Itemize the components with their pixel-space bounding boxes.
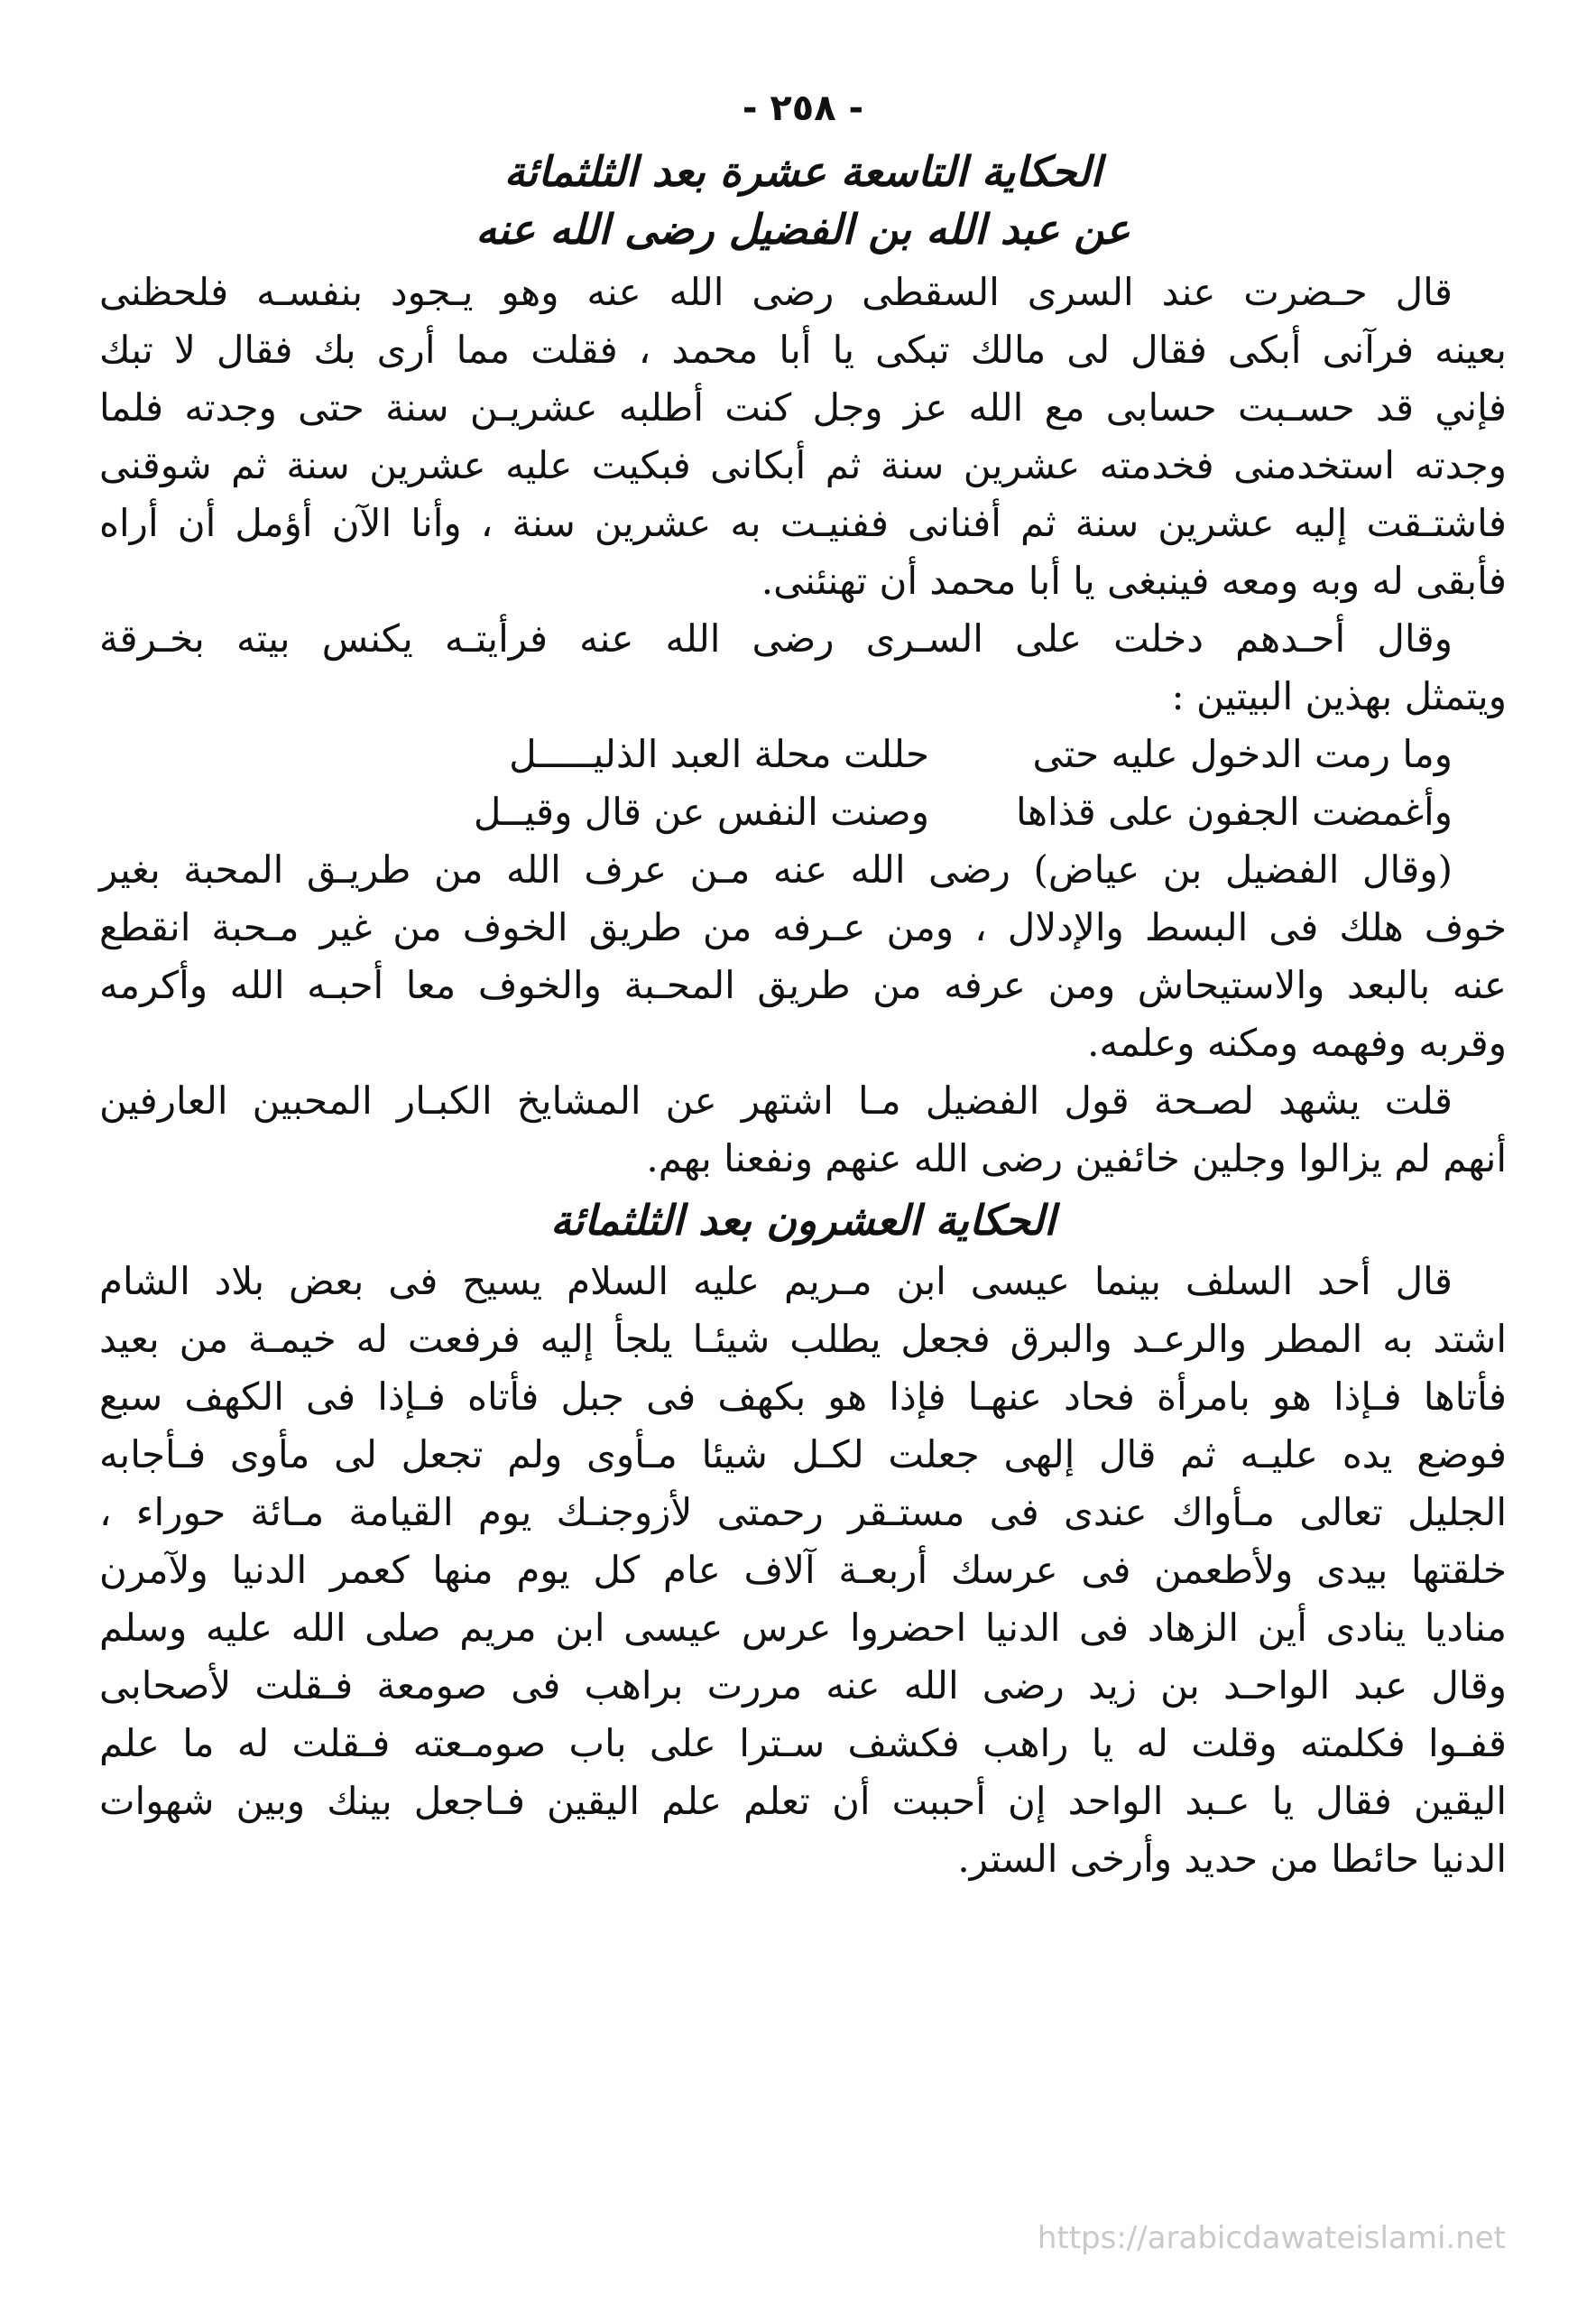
story-20-title: الحكاية العشرون بعد الثلثمائة bbox=[550, 1196, 1056, 1245]
story-19-paragraph-1 bbox=[99, 264, 1507, 610]
text-line: بعينه فرآنى أبكى فقال لى مالك تبكى يا أبا محمد ، فقلت مما أرى بك فقال لا تبك bbox=[99, 328, 1507, 372]
text-line: وقربه وفهمه ومكنه وعلمه. bbox=[1087, 1021, 1507, 1065]
text-line: فإني قد حسـبت حسابى مع الله عز وجل كنت أطلبه عشريـن سنة حتى وجدته فلما bbox=[99, 385, 1507, 430]
text-line: الجليل تعالى مـأواك عندى فى مستـقر رحمتى لأزوجنـك يوم القيامة مـائة حوراء ، bbox=[99, 1490, 1507, 1534]
text-line: فأتاها فـإذا هو بامرأة فحاد عنهـا فإذا هو بكهف فى جبل فأتاه فـإذا فى الكهف سبع bbox=[99, 1374, 1507, 1419]
story-20-paragraph-1 bbox=[99, 1253, 1507, 1657]
text-line: اشتد به المطر والرعـد والبرق فجعل يطلب شيئـا يلجأ إليه فرفعت له خيمـة من بعيد bbox=[99, 1317, 1507, 1361]
verse-first-hemistich: وما رمت الدخول عليه حتى bbox=[1032, 732, 1453, 776]
poem-verse bbox=[99, 726, 1507, 783]
poem-verses bbox=[99, 726, 1507, 841]
text-line: فاشتـقت إليه عشرين سنة ثم أفنانى ففنيـت به عشرين سنة ، وأنا الآن أؤمل أن أراه bbox=[99, 501, 1507, 545]
text-line: الدنيا حائطا من حديد وأرخى الستر. bbox=[957, 1837, 1507, 1881]
text-line: قلت يشهد لصـحة قول الفضيل مـا اشتهر عن المشايخ الكبـار المحبين العارفين bbox=[99, 1078, 1453, 1123]
text-line: وقال أحـدهم دخلت على السـرى رضى الله عنه فرأيتـه يكنس بيته بخـرقة bbox=[99, 616, 1453, 661]
text-line: وقال عبد الواحـد بن زيد رضى الله عنه مررت براهب فى صومعة فـقلت لأصحابى bbox=[99, 1663, 1507, 1708]
text-line: خلقتها بيدى ولأطعمن فى عرسك أربعـة آلاف عام كل يوم منها كعمر الدنيا ولآمرن bbox=[99, 1548, 1507, 1592]
document-page bbox=[99, 81, 1507, 2283]
text-line: (وقال الفضيل بن عياض) رضى الله عنه مـن عرف الله من طريـق المحبة بغير bbox=[99, 847, 1453, 892]
poem-verse bbox=[99, 783, 1507, 841]
text-line: قال أحد السلف بينما عيسى ابن مـريم عليه السلام يسيح فى بعض بلاد الشام bbox=[99, 1259, 1453, 1303]
page-number: - ٢٥٨ - bbox=[742, 88, 864, 129]
text-line: عنه بالبعد والاستيحاش ومن عرفه من طريق المحـبة والخوف معا أحبـه الله وأكرمه bbox=[99, 963, 1507, 1007]
watermark-url: https://arabicdawateislami.net bbox=[1037, 2220, 1506, 2256]
story-19-paragraph-3 bbox=[99, 841, 1507, 1072]
verse-first-hemistich: وأغمضت الجفون على قذاها bbox=[1016, 790, 1453, 834]
text-line: مناديا ينادى أين الزهاد فى الدنيا احضروا عرس عيسى ابن مريم صلى الله عليه وسلم bbox=[99, 1606, 1507, 1650]
story-20-paragraph-2 bbox=[99, 1657, 1507, 1888]
text-line: قفـوا فكلمته وقلت له يا راهب فكشف سـترا على باب صومـعته فـقلت له ما علم bbox=[99, 1721, 1507, 1765]
text-line: قال حـضرت عند السرى السقطى رضى الله عنه وهو يـجود بنفسـه فلحظنى bbox=[99, 270, 1453, 314]
text-line: خوف هلك فى البسط والإدلال ، ومن عـرفه من طريق الخوف من غير مـحبة انقطع bbox=[99, 905, 1507, 949]
text-line: ويتمثل بهذين البيتين : bbox=[1171, 674, 1507, 718]
verse-second-hemistich: حللت محلة العبد الذليـــــل bbox=[509, 732, 929, 776]
story-19-subtitle: عن عبد الله بن الفضيل رضى الله عنه bbox=[475, 205, 1130, 254]
verse-second-hemistich: وصنت النفس عن قال وقيــل bbox=[473, 790, 929, 834]
story-19-paragraph-4 bbox=[99, 1072, 1507, 1188]
text-line: وجدته استخدمنى فخدمته عشرين سنة ثم أبكانى فبكيت عليه عشرين سنة ثم شوقنى bbox=[99, 443, 1507, 487]
story-19-title: الحكاية التاسعة عشرة بعد الثلثمائة bbox=[503, 147, 1102, 196]
text-line: أنهم لم يزالوا وجلين خائفين رضى الله عنهم ونفعنا بهم. bbox=[646, 1136, 1507, 1180]
text-line: فوضع يده عليـه ثم قال إلهى جعلت لكـل شيئا مـأوى ولم تجعل لى مأوى فـأجابه bbox=[99, 1432, 1507, 1476]
text-line: فأبقى له وبه ومعه فينبغى يا أبا محمد أن تهنئنى. bbox=[761, 559, 1507, 603]
text-line: اليقين فقال يا عـبد الواحد إن أحببت أن تعلم علم اليقين فـاجعل بينك وبين شهوات bbox=[99, 1779, 1507, 1823]
story-19-paragraph-2 bbox=[99, 610, 1507, 726]
